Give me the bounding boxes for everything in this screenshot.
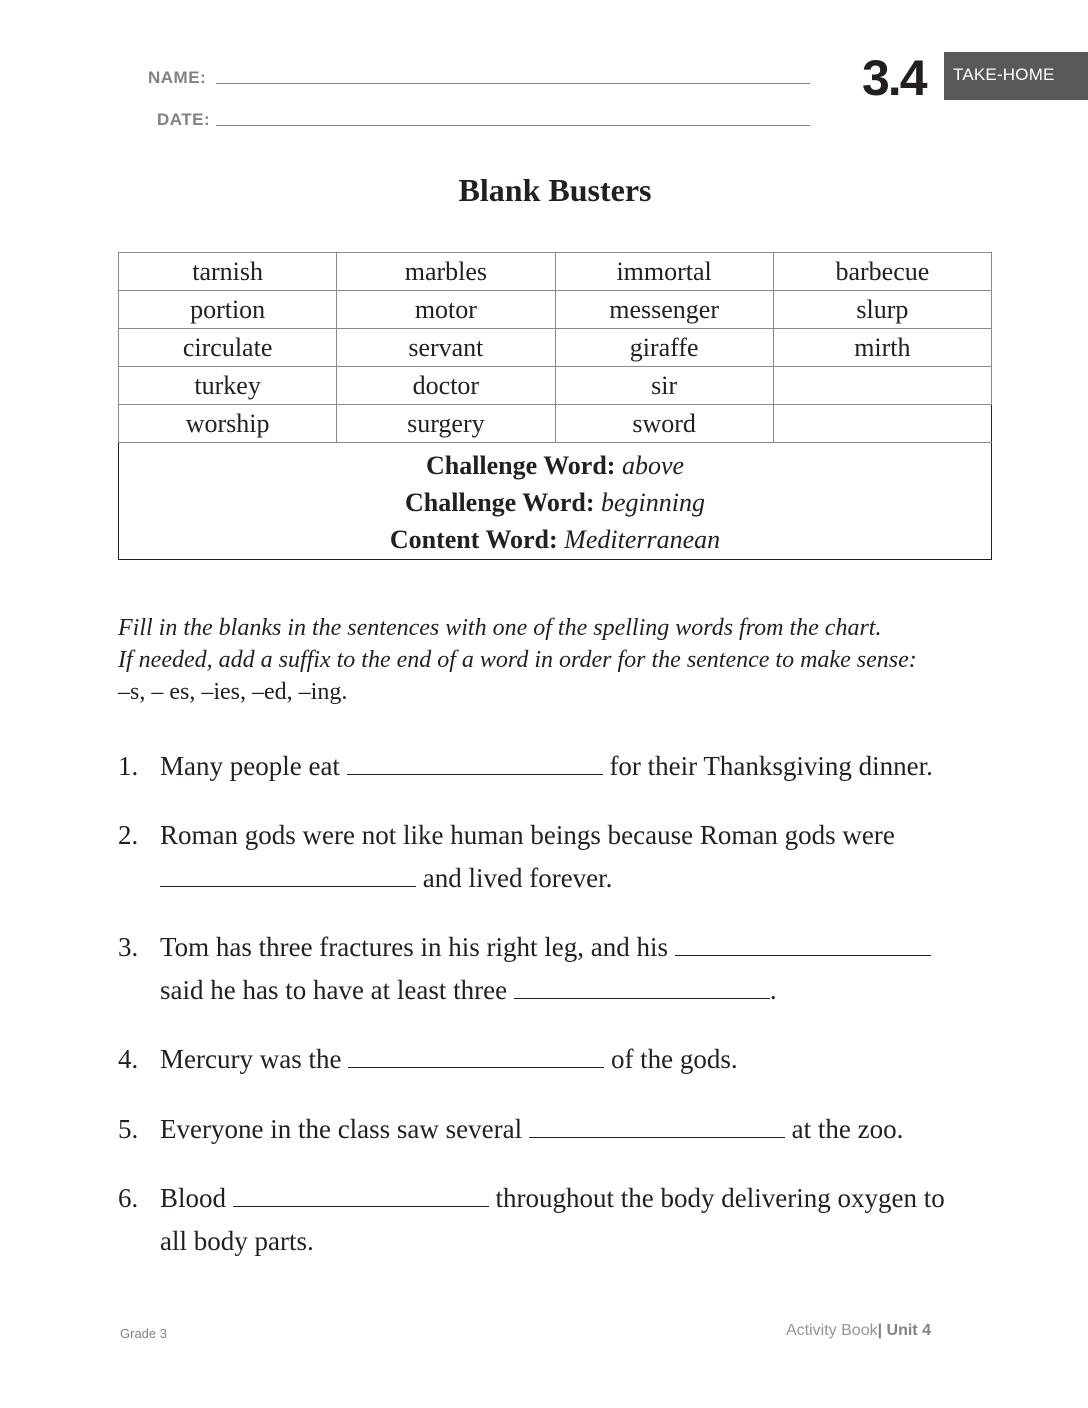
challenge-word-label: Challenge Word: [405,488,595,517]
question-line [160,969,1000,1012]
page-title: Blank Busters [458,172,652,208]
question-text-after: of the gods. [604,1044,738,1074]
footer-book-info [786,1322,931,1340]
word-cell: giraffe [555,329,773,367]
question-5 [118,1108,998,1151]
word-cell: sword [555,405,773,443]
question-line [160,926,1000,969]
answer-blank[interactable] [347,752,603,775]
take-home-tab [944,52,1088,100]
word-cell: motor [337,291,555,329]
date-label: DATE: [157,110,211,129]
question-4 [118,1038,998,1081]
challenge-word: above [621,451,685,480]
name-label: NAME: [148,68,207,87]
lesson-number: 3.4 [862,50,926,106]
word-cell: mirth [773,329,991,367]
question-line [160,1177,1000,1220]
instructions [118,612,998,708]
question-text [160,1038,1000,1081]
answer-blank[interactable] [675,933,931,956]
word-cell: barbecue [773,253,991,291]
footer-separator: | [877,1322,883,1339]
question-1 [118,745,998,788]
question-text-before: Tom has three fractures in his right leg, and his [160,932,675,962]
question-text-before: Blood [160,1183,233,1213]
question-3 [118,926,998,1012]
challenge-word-line [119,484,991,521]
question-text-before: Many people eat [160,751,347,781]
question-line [160,857,1000,900]
word-cell: portion [119,291,337,329]
question-text-after: throughout the body delivering oxygen to [488,1183,945,1213]
table-row [119,291,992,329]
challenge-word-line [119,447,991,484]
question-text [160,926,1000,1012]
question-text-before: said he has to have at least three [160,975,514,1005]
question-text-after: at the zoo. [784,1114,904,1144]
word-cell: surgery [337,405,555,443]
question-text-after: . [769,975,777,1005]
question-text-after: for their Thanksgiving dinner. [602,751,933,781]
question-text-after: and lived forever. [416,863,613,893]
challenge-row [119,443,992,560]
question-text-before: Everyone in the class saw several [160,1114,529,1144]
word-cell: slurp [773,291,991,329]
empty-cell [773,405,991,443]
challenge-word: beginning [600,488,705,517]
footer-unit: Unit 4 [886,1322,931,1339]
footer-book: Activity Book [786,1322,878,1339]
table-row [119,253,992,291]
suffix-list: –s, – es, –ies, –ed, –ing. [118,679,348,705]
answer-blank[interactable] [514,976,770,999]
answer-blank[interactable] [160,864,416,887]
word-cell: turkey [119,367,337,405]
question-number: 2. [118,820,139,850]
word-cell: sir [555,367,773,405]
question-line: all body parts. [160,1226,314,1256]
question-text [160,814,1000,900]
word-cell: worship [119,405,337,443]
word-cell: marbles [337,253,555,291]
answer-blank[interactable] [348,1045,604,1068]
answer-blank[interactable] [529,1115,785,1138]
word-cell: immortal [555,253,773,291]
empty-cell [773,367,991,405]
challenge-words-cell [119,443,992,560]
table-row [119,405,992,443]
answer-blank[interactable] [233,1184,489,1207]
content-word-label: Content Word: [389,525,558,554]
question-6 [118,1177,998,1263]
content-word-line [119,521,991,558]
question-text [160,1108,1000,1151]
content-word: Mediterranean [564,525,721,554]
name-line[interactable] [216,83,810,84]
question-number: 3. [118,932,139,962]
question-text [160,1177,1000,1263]
question-line: Roman gods were not like human beings because Roman gods were [160,820,895,850]
question-number: 1. [118,751,139,781]
question-text [160,745,1000,788]
word-cell: doctor [337,367,555,405]
challenge-word-label: Challenge Word: [425,451,616,480]
spelling-word-table [118,252,992,560]
word-cell: tarnish [119,253,337,291]
table-row [119,367,992,405]
footer-grade: Grade 3 [120,1326,167,1341]
instructions-line: If needed, add a suffix to the end of a word in order for the sentence to make sense: [118,647,917,673]
question-number: 6. [118,1183,139,1213]
word-cell: servant [337,329,555,367]
table-row [119,329,992,367]
word-cell: circulate [119,329,337,367]
question-text-before: Mercury was the [160,1044,349,1074]
date-line[interactable] [216,125,810,126]
word-cell: messenger [555,291,773,329]
question-number: 5. [118,1114,139,1144]
question-number: 4. [118,1044,139,1074]
question-2 [118,814,998,900]
take-home-label: TAKE-HOME [953,65,1055,84]
instructions-line: Fill in the blanks in the sentences with one of the spelling words from the chart. [118,615,882,641]
